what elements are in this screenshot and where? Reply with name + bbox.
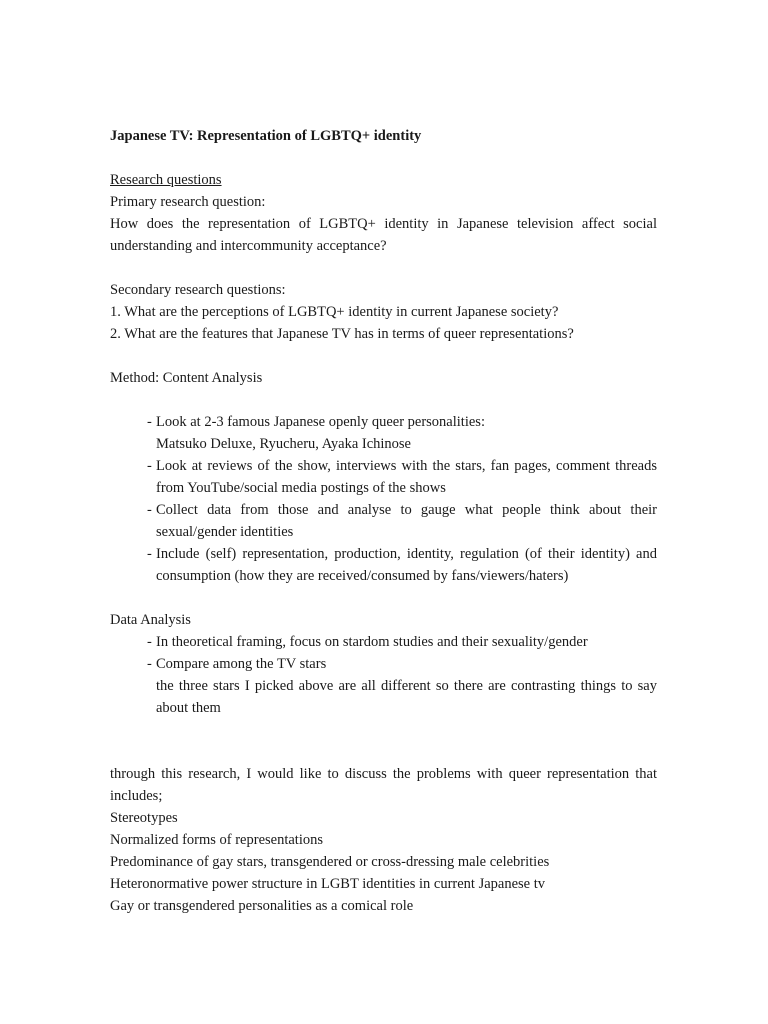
- document-page: [110, 125, 657, 917]
- problem-item: Normalized forms of representations: [110, 832, 323, 848]
- list-item-text: Collect data from those and analyse to gauge what people think about their sexual/gender identities: [156, 502, 657, 540]
- problem-item: Stereotypes: [110, 810, 178, 826]
- spacer: [110, 587, 657, 609]
- list-item-text: Look at 2-3 famous Japanese openly queer personalities:: [156, 414, 485, 430]
- method-heading: Method: Content Analysis: [110, 370, 263, 386]
- list-item: [110, 499, 657, 543]
- bullet-dash: -: [147, 546, 152, 562]
- problem-item: Gay or transgendered personalities as a comical role: [110, 898, 414, 914]
- spacer: [110, 389, 657, 411]
- data-analysis-heading: Data Analysis: [110, 612, 191, 628]
- bullet-dash: -: [147, 502, 152, 518]
- list-item-text: Compare among the TV stars: [156, 656, 327, 672]
- secondary-question-2: 2. What are the features that Japanese TV has in terms of queer representations?: [110, 326, 574, 342]
- spacer: [110, 345, 657, 367]
- list-item-subtext: Matsuko Deluxe, Ryucheru, Ayaka Ichinose: [156, 436, 411, 452]
- list-item-text: Look at reviews of the show, interviews with the stars, fan pages, comment threads from YouTube/social media postings of the shows: [156, 458, 657, 496]
- secondary-question-1: 1. What are the perceptions of LGBTQ+ identity in current Japanese society?: [110, 304, 559, 320]
- problem-item: Heteronormative power structure in LGBT identities in current Japanese tv: [110, 876, 545, 892]
- research-questions-heading: Research questions: [110, 172, 222, 188]
- spacer: [110, 147, 657, 169]
- bullet-dash: -: [147, 414, 152, 430]
- list-item-text: Include (self) representation, production, identity, regulation (of their identity) and consumption (how they are received/consumed by fans/viewers/haters): [156, 546, 657, 584]
- list-item: [110, 455, 657, 499]
- list-item: [110, 653, 657, 719]
- document-title: Japanese TV: Representation of LGBTQ+ identity: [110, 128, 422, 144]
- bullet-dash: -: [147, 634, 152, 650]
- method-bullet-list: [110, 411, 657, 587]
- problem-item: Predominance of gay stars, transgendered or cross-dressing male celebrities: [110, 854, 550, 870]
- conclusion-intro: through this research, I would like to discuss the problems with queer representation that includes;: [110, 766, 657, 804]
- primary-question-label: Primary research question:: [110, 194, 266, 210]
- list-item: [110, 411, 657, 455]
- secondary-questions-label: Secondary research questions:: [110, 282, 286, 298]
- spacer: [110, 257, 657, 279]
- bullet-dash: -: [147, 656, 152, 672]
- list-item: [110, 631, 657, 653]
- primary-question-text: How does the representation of LGBTQ+ identity in Japanese television affect social understanding and intercommunity acceptance?: [110, 216, 657, 254]
- spacer: [110, 719, 657, 763]
- list-item: [110, 543, 657, 587]
- list-item-text: In theoretical framing, focus on stardom studies and their sexuality/gender: [156, 634, 588, 650]
- list-item-subtext: the three stars I picked above are all different so there are contrasting things to say about them: [156, 678, 657, 716]
- analysis-bullet-list: [110, 631, 657, 719]
- bullet-dash: -: [147, 458, 152, 474]
